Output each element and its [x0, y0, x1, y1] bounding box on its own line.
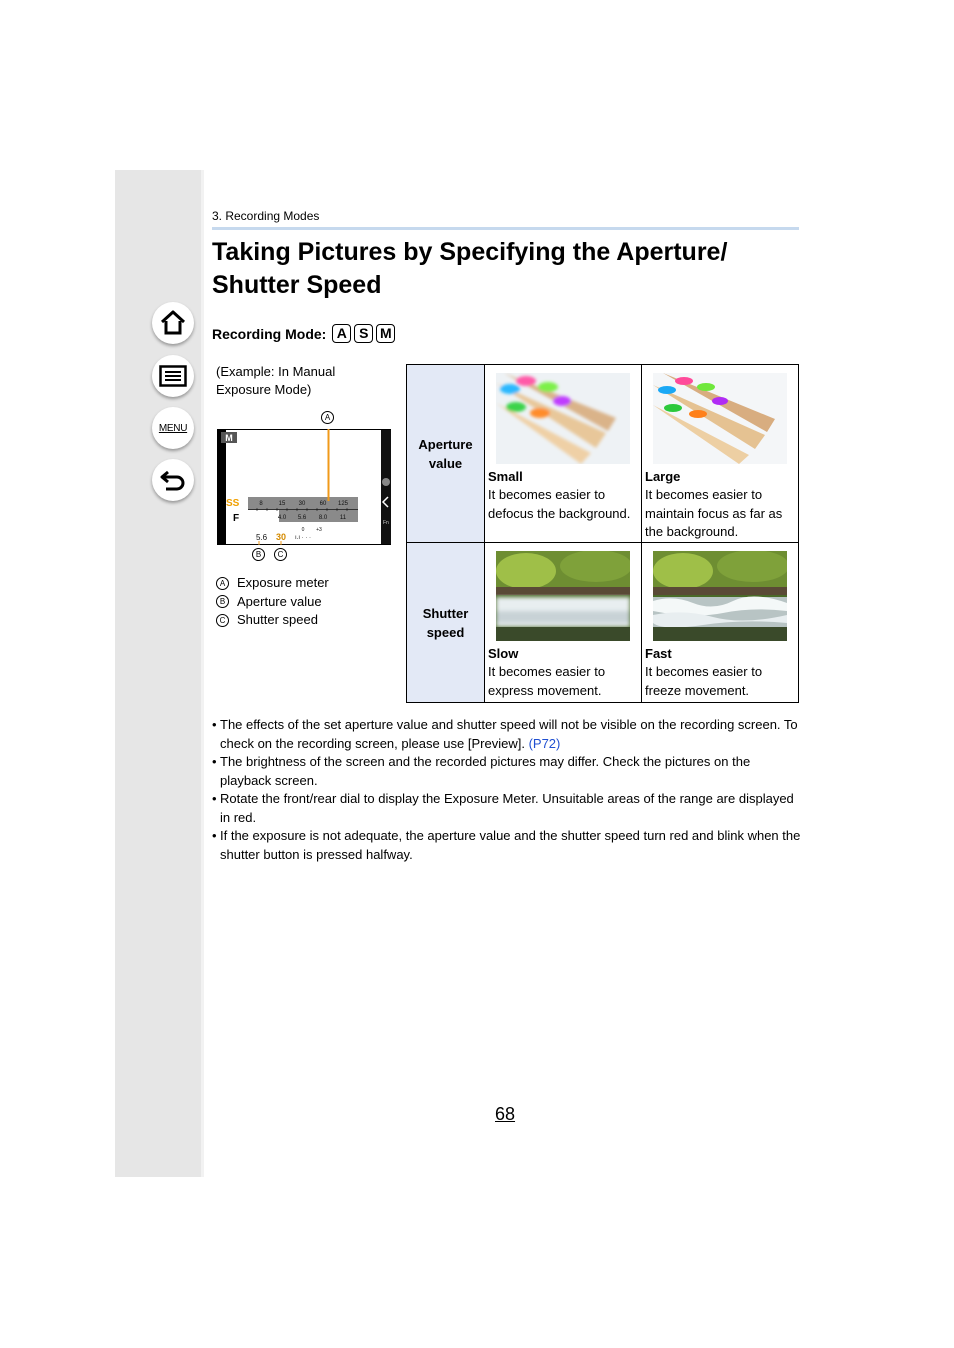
legend-key: C — [216, 614, 229, 627]
ss-tick-4: 60 — [319, 501, 327, 507]
home-button[interactable] — [152, 302, 194, 344]
fn-label: Fn — [383, 520, 389, 526]
f-tick-3: 8.0 — [318, 515, 328, 521]
ss-tick-5: 125 — [337, 501, 349, 507]
f-tick-4: 11 — [339, 515, 347, 521]
row-header-line: Aperture — [418, 436, 473, 452]
cell-text: It becomes easier to express movement. — [488, 664, 606, 698]
callout-a: A — [321, 411, 334, 424]
legend-item — [216, 593, 329, 612]
af-icon — [382, 478, 390, 486]
table-cell — [485, 365, 642, 543]
legend-key: A — [216, 577, 229, 590]
ss-tick-1: 8 — [259, 501, 263, 507]
list-item: • The effects of the set aperture value and shutter speed will not be visible on the recording screen. To check on the recording screen, please use [Preview]. (P72) — [212, 717, 798, 751]
cell-text: It becomes easier to defocus the background. — [488, 487, 631, 521]
camera-screen — [217, 429, 391, 545]
callout-c: C — [274, 548, 287, 561]
camera-screen-graphic — [217, 429, 391, 545]
header-rule — [212, 227, 799, 230]
list-item: • The brightness of the screen and the recorded pictures may differ. Check the pictures on the playback screen. — [212, 753, 802, 790]
pencils-small-aperture-image — [496, 373, 630, 464]
legend-text: Exposure meter — [237, 575, 329, 590]
example-caption: (Example: In Manual Exposure Mode) — [216, 364, 336, 397]
legend-item — [216, 574, 329, 593]
row-header-line: speed — [426, 624, 465, 640]
f-tick-2: 5.6 — [297, 515, 307, 521]
cell-label: Slow — [488, 646, 519, 661]
screen-mode: M — [225, 433, 233, 443]
note-text: The brightness of the screen and the recorded pictures may differ. Check the pictures on the playback screen. — [220, 754, 751, 788]
ev-zero: 0 — [301, 527, 305, 533]
recording-mode-label: Recording Mode: — [212, 325, 327, 342]
list-item: • If the exposure is not adequate, the aperture value and the shutter speed turn red and blink when the shutter button is pressed halfway. — [212, 827, 802, 864]
callout-b: B — [252, 548, 265, 561]
cell-label: Small — [488, 469, 523, 484]
note-text: Rotate the front/rear dial to display the Exposure Meter. Unsuitable areas of the range are displayed in red. — [220, 791, 794, 825]
sidebar — [115, 170, 204, 1177]
menu-label: MENU — [158, 422, 188, 434]
back-icon — [159, 468, 187, 492]
title-line-1: Taking Pictures by Specifying the Aperture/ — [212, 238, 728, 266]
table-cell — [642, 543, 799, 703]
home-icon — [159, 310, 187, 336]
back-button[interactable] — [152, 459, 194, 501]
page-link[interactable]: (P72) — [528, 735, 561, 751]
row-header-aperture — [407, 365, 485, 543]
f-tick-1: 4.0 — [277, 515, 287, 521]
mode-s-icon: S — [354, 324, 373, 343]
list-item: • Rotate the front/rear dial to display the Exposure Meter. Unsuitable areas of the range are displayed in red. — [212, 790, 802, 827]
table-cell — [485, 543, 642, 703]
legend-key: B — [216, 595, 229, 608]
ss-label: SS — [226, 498, 240, 509]
page-number: 68 — [495, 1104, 516, 1124]
svg-text:ı.ı · · ·: ı.ı · · · — [295, 535, 311, 541]
cell-label: Fast — [645, 646, 672, 661]
table-row — [407, 365, 799, 543]
legend-text: Aperture value — [237, 593, 322, 609]
menu-button[interactable] — [152, 407, 194, 449]
ss-tick-3: 30 — [298, 501, 306, 507]
notes-list — [212, 716, 802, 864]
row-header-line: Shutter — [422, 605, 469, 621]
table-cell — [642, 365, 799, 543]
list-icon — [159, 365, 187, 387]
shutter-readout: 30 — [276, 532, 287, 542]
aperture-readout: 5.6 — [256, 533, 268, 542]
contents-button[interactable] — [152, 355, 194, 397]
mode-a-icon: A — [332, 324, 351, 343]
row-header-line: value — [428, 455, 463, 471]
note-text: If the exposure is not adequate, the aperture value and the shutter speed turn red and blink when the shutter button is pressed halfway. — [220, 828, 801, 862]
legend-text: Shutter speed — [237, 612, 318, 627]
recording-mode — [212, 324, 395, 343]
waterfall-slow-shutter-image — [496, 551, 630, 641]
title-line-2: Shutter Speed — [212, 271, 382, 299]
row-header-shutter — [407, 543, 485, 703]
legend — [216, 574, 329, 630]
comparison-table — [406, 364, 799, 703]
waterfall-fast-shutter-image — [653, 551, 787, 641]
page-title — [212, 236, 812, 302]
note-text: The effects of the set aperture value and shutter speed will not be visible on the recording screen. To check on the recording screen, please use [Preview]. — [220, 717, 798, 751]
pencils-large-aperture-image — [653, 373, 787, 464]
legend-item — [216, 611, 329, 630]
cell-label: Large — [645, 469, 681, 484]
cell-text: It becomes easier to freeze movement. — [645, 664, 763, 698]
ss-tick-2: 15 — [278, 501, 286, 507]
ev-plus3: +3 — [316, 527, 322, 533]
section-label: 3. Recording Modes — [212, 209, 320, 223]
table-row — [407, 543, 799, 703]
f-label: F — [233, 513, 240, 524]
cell-text: It becomes easier to maintain focus as far as the background. — [645, 487, 783, 539]
mode-m-icon: M — [376, 324, 395, 343]
